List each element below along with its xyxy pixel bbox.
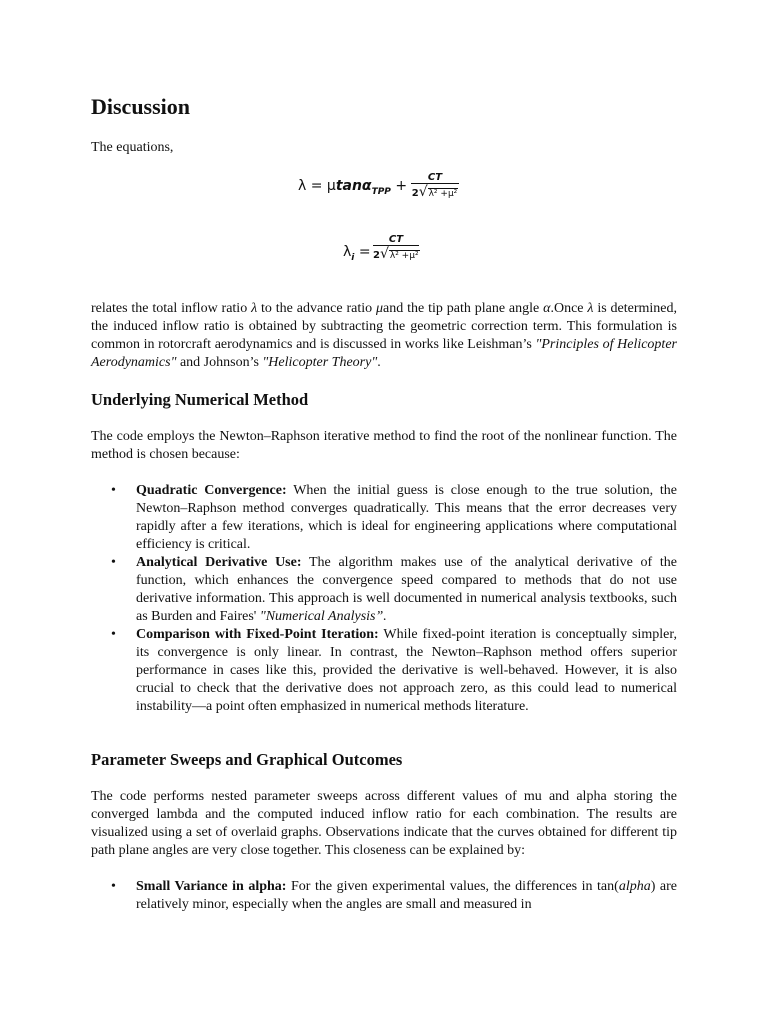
bullet-icon: • xyxy=(111,555,116,570)
eq2-numerator: CT xyxy=(388,234,404,245)
para1-text-c: and the tip path plane angle xyxy=(383,301,544,316)
para1-text-b: to the advance ratio xyxy=(257,301,377,316)
paragraph-newton-raphson: The code employs the Newton–Raphson iterative method to find the root of the nonlinear function. The method is chosen because: xyxy=(91,429,677,462)
math-alpha-arg: alpha xyxy=(618,879,651,894)
eq1-subscript: TPP xyxy=(371,186,391,197)
eq2-fraction xyxy=(373,234,419,262)
heading-numerical-method: Underlying Numerical Method xyxy=(91,390,309,409)
eq1-numerator: CT xyxy=(427,172,443,183)
bullet-icon: • xyxy=(111,879,116,894)
intro-text: The equations, xyxy=(91,140,174,155)
list-item xyxy=(91,626,677,716)
list-item-title: Comparison with Fixed-Point Iteration: xyxy=(136,627,379,642)
list-item-text: While fixed-point iteration is conceptually simpler, its convergence is only linear. In contrast, the Newton–Raphson method offers superior performance in cases like this, provided the derivative is well-behaved. However, it is also crucial to check that the derivative does not approach zero, as this could lead to numerical instability—a point often emphasized in numerical methods literature. xyxy=(136,627,677,714)
eq1-fraction xyxy=(411,172,459,200)
heading-parameter-sweeps: Parameter Sweeps and Graphical Outcomes xyxy=(91,750,403,769)
eq2-radicand: λ² +μ² xyxy=(389,251,419,261)
symbol-alpha: α xyxy=(543,301,551,316)
list-closeness-reasons xyxy=(91,878,677,914)
book-title-numerical-analysis: "Numerical Analysis”. xyxy=(259,609,387,624)
symbol-mu: μ xyxy=(376,301,384,316)
para1-text-a: relates the total inflow ratio xyxy=(91,301,252,316)
bullet-icon: • xyxy=(111,483,116,498)
para1-text-d: .Once xyxy=(550,301,588,316)
eq1-tan: tanα xyxy=(335,178,372,194)
eq1-radicand: λ² +μ² xyxy=(428,189,458,199)
sqrt-icon: √ xyxy=(379,246,389,262)
symbol-lambda: λ xyxy=(587,301,594,316)
eq1-den-two: 2 xyxy=(411,188,419,199)
symbol-lambda: λ xyxy=(251,301,258,316)
list-item-text: When the initial guess is close enough to the true solution, the Newton–Raphson method converges quadratically. This means that the error decreases very rapidly after a few iterations, which is ideal for engineering applications where computational efficiency is critical. xyxy=(136,483,677,552)
eq2-den-two: 2 xyxy=(373,250,380,261)
paragraph-parameter-sweeps: The code performs nested parameter sweeps across different values of mu and alpha storing the converged lambda and the computed induced inflow ratio for each combination. The results are visualized using a set of overlaid graphs. Observations indicate that the curves obtained for different tip path plane angles are very close together. This closeness can be explained by: xyxy=(91,789,677,858)
list-item xyxy=(91,554,677,626)
list-item: • Small Variance in alpha: For the given experimental values, the differences in tan(alpha) are relatively minor, especially when the angles are small and measured in xyxy=(111,879,677,912)
eq1-plus: + xyxy=(390,178,408,194)
para1-text-f: and Johnson’s xyxy=(176,355,263,370)
para1-text-e: is determined, the induced inflow ratio is obtained by subtracting the geometric correction term. This formulation is common in rotorcraft aerodynamics and is discussed in works like Leishman’s xyxy=(91,301,678,352)
eq1-lhs: λ = μ xyxy=(298,178,336,194)
list-item-text: For the given experimental values, the differences in xyxy=(286,879,598,894)
heading-discussion: Discussion xyxy=(91,94,191,119)
list-item-text: are relatively minor, especially when the angles are small and measured in xyxy=(136,879,677,912)
eq2-denominator xyxy=(373,246,419,262)
eq2-lhs: λ xyxy=(343,244,352,260)
equation-total-inflow xyxy=(298,172,498,216)
paragraph-inflow-ratio xyxy=(91,300,677,372)
equation-induced-inflow xyxy=(343,234,453,278)
list-item-title: Analytical Derivative Use: xyxy=(136,555,302,570)
book-title-leishman: "Principles of Helicopter Aerodynamics" xyxy=(91,337,677,370)
bullet-icon: • xyxy=(111,627,116,642)
list-item-title: Quadratic Convergence: xyxy=(136,483,287,498)
sqrt-icon: √ xyxy=(418,184,428,200)
book-title-johnson: "Helicopter Theory" xyxy=(262,355,378,370)
eq2-equals: = xyxy=(354,244,371,260)
eq1-denominator xyxy=(411,184,459,200)
list-item-text: The algorithm makes use of the analytical derivative of the function, which enhances the convergence speed compared to methods that do not use derivative information. This approach is well documented in numerical analysis textbooks, such as Burden and Faires' xyxy=(136,555,677,624)
eq2-subscript: i xyxy=(351,252,355,263)
math-tan: tan xyxy=(597,879,615,894)
list-item-title: Small Variance in alpha: xyxy=(136,879,287,894)
list-method-reasons xyxy=(91,482,677,716)
list-item xyxy=(91,482,677,554)
para1-text-g: . xyxy=(377,355,381,370)
